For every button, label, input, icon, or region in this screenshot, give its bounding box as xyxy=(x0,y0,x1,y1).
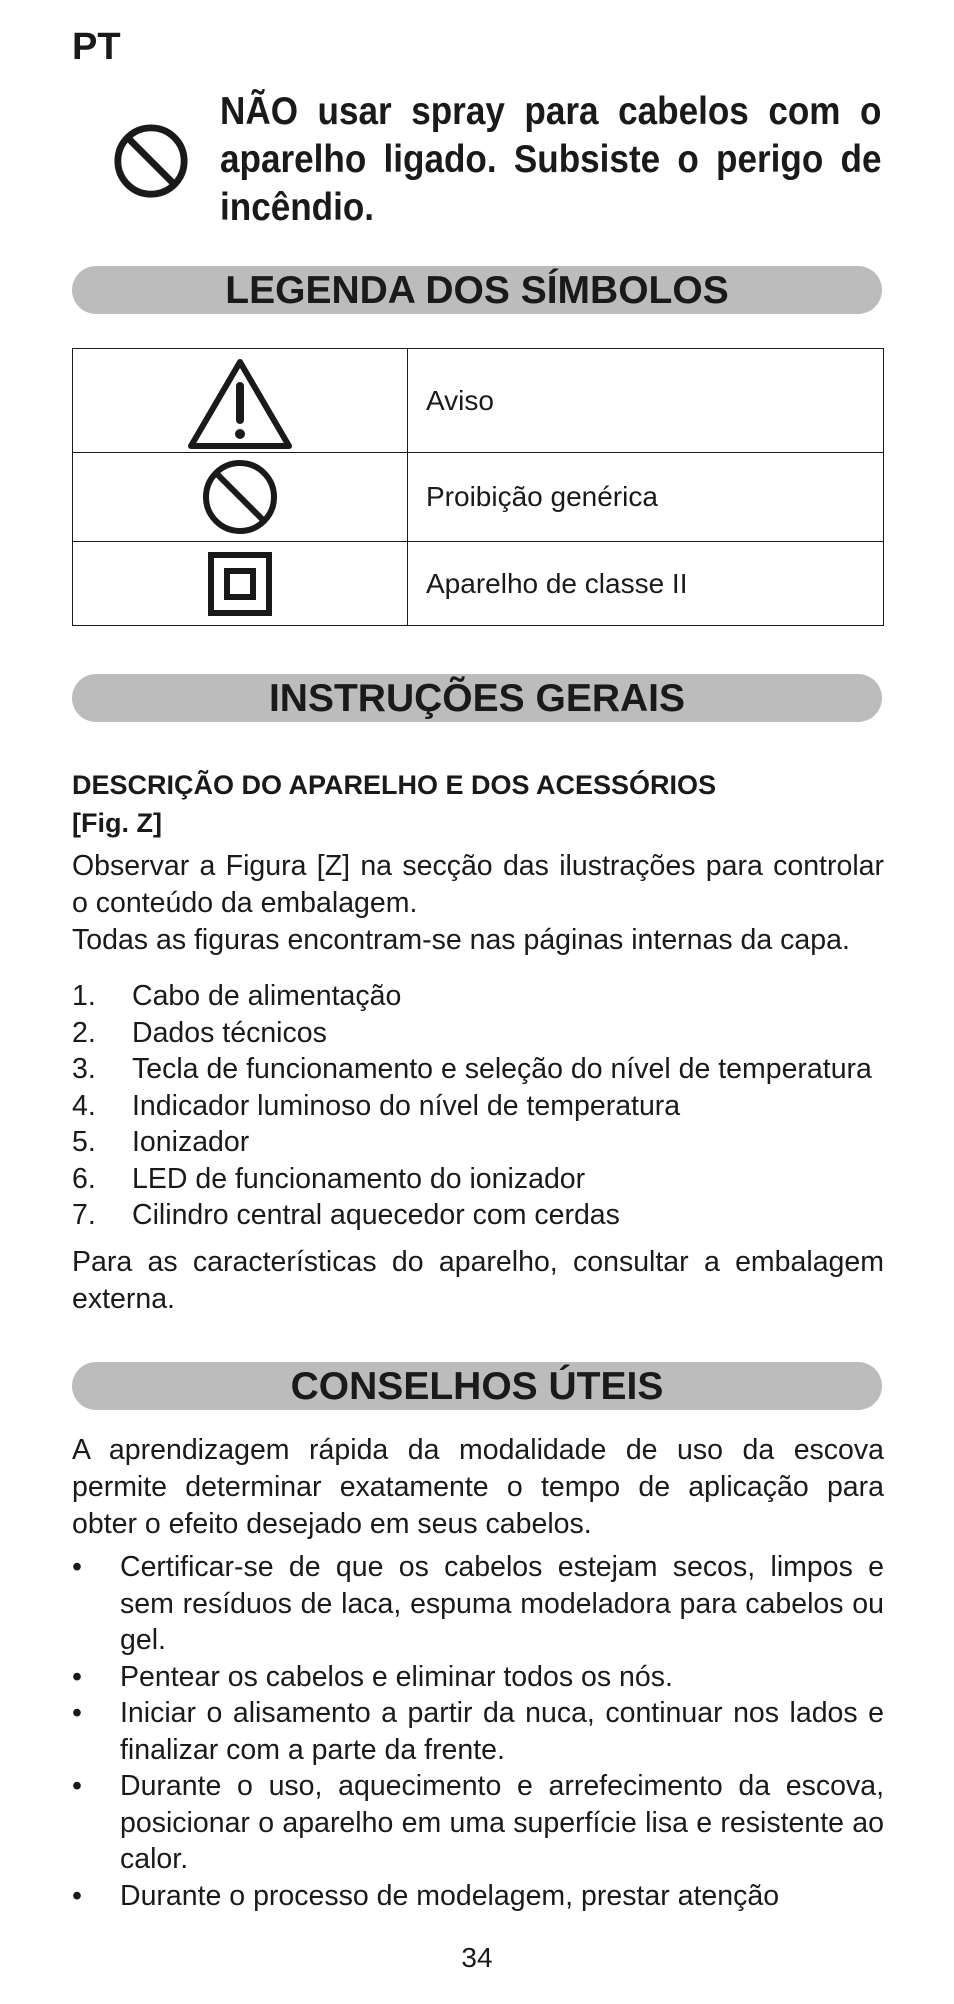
warning-triangle-icon xyxy=(185,356,295,452)
item-number: 1. xyxy=(72,980,96,1012)
item-text: Cilindro central aquecedor com cerdas xyxy=(132,1199,620,1231)
item-number: 5. xyxy=(72,1126,96,1158)
class-ii-double-square-icon xyxy=(207,551,273,617)
subheading-line-2: [Fig. Z] xyxy=(72,808,162,838)
fire-warning xyxy=(72,88,882,238)
item-text: Iniciar o alisamento a partir da nuca, continuar nos lados e finalizar com a parte da frente. xyxy=(120,1697,884,1766)
item-text: Durante o uso, aquecimento e arrefecimento da escova, posicionar o aparelho em uma superfície lisa e resistente ao calor. xyxy=(120,1770,884,1875)
list-item xyxy=(72,1549,884,1659)
bullet: • xyxy=(72,1551,82,1583)
item-number: 6. xyxy=(72,1162,96,1195)
item-text: Cabo de alimentação xyxy=(132,980,402,1012)
parts-list xyxy=(72,978,884,1234)
symbol-cell xyxy=(73,453,408,542)
page-number: 34 xyxy=(461,1942,493,1973)
list-item xyxy=(72,1695,884,1768)
section-title-legend: LEGENDA DOS SÍMBOLOS xyxy=(72,266,882,314)
item-text: Indicador luminoso do nível de temperatura xyxy=(132,1089,681,1122)
list-item xyxy=(72,1088,884,1125)
list-item xyxy=(72,1878,884,1915)
bullet: • xyxy=(72,1770,82,1802)
item-number: 4. xyxy=(72,1089,96,1122)
item-number: 3. xyxy=(72,1053,96,1085)
symbol-label: Aparelho de classe II xyxy=(408,542,884,626)
item-text: Ionizador xyxy=(132,1126,250,1158)
item-text: Durante o processo de modelagem, prestar atenção xyxy=(120,1879,780,1912)
list-item xyxy=(72,1197,884,1234)
section-title-general: INSTRUÇÕES GERAIS xyxy=(72,674,882,722)
item-text: LED de funcionamento do ionizador xyxy=(132,1162,586,1195)
item-number: 2. xyxy=(72,1016,96,1049)
list-item xyxy=(72,1015,884,1052)
language-code: PT xyxy=(72,26,121,68)
prohibition-icon xyxy=(200,457,280,537)
table-row xyxy=(73,349,884,453)
item-number: 7. xyxy=(72,1199,96,1231)
tips-intro-paragraph: A aprendizagem rápida da modalidade de uso da escova permite determinar exatamente o tempo de aplicação para obter o efeito desejado em seus cabelos. xyxy=(72,1434,884,1540)
tips-list xyxy=(72,1549,884,1914)
subheading xyxy=(72,766,716,842)
list-item xyxy=(72,1051,884,1088)
bullet: • xyxy=(72,1879,82,1912)
list-item xyxy=(72,1768,884,1878)
section-title-tips: CONSELHOS ÚTEIS xyxy=(72,1362,882,1410)
intro-paragraph: Observar a Figura [Z] na secção das ilustrações para controlar o conteúdo da embalagem. xyxy=(72,850,884,919)
list-item xyxy=(72,1124,884,1161)
list-item xyxy=(72,978,884,1015)
prohibition-icon xyxy=(112,122,190,200)
table-row xyxy=(73,542,884,626)
symbol-cell xyxy=(73,349,408,453)
symbol-label: Aviso xyxy=(408,349,884,453)
symbol-cell xyxy=(73,542,408,626)
bullet: • xyxy=(72,1660,82,1693)
subheading-line-1: DESCRIÇÃO DO APARELHO E DOS ACESSÓRIOS xyxy=(72,770,717,800)
table-row xyxy=(73,453,884,542)
intro-paragraph-2: Todas as figuras encontram-se nas páginas internas da capa. xyxy=(72,924,850,956)
item-text: Tecla de funcionamento e seleção do nível de temperatura xyxy=(132,1053,872,1085)
item-text: Pentear os cabelos e eliminar todos os nós. xyxy=(120,1660,673,1693)
symbol-label: Proibição genérica xyxy=(408,453,884,542)
fire-warning-text: NÃO usar spray para cabelos com o aparelho ligado. Subsiste o perigo de incêndio. xyxy=(220,90,882,229)
list-item xyxy=(72,1161,884,1198)
outro-paragraph: Para as características do aparelho, consultar a embalagem externa. xyxy=(72,1246,884,1315)
item-text: Dados técnicos xyxy=(132,1016,327,1049)
item-text: Certificar-se de que os cabelos estejam secos, limpos e sem resíduos de laca, espuma modeladora para cabelos ou gel. xyxy=(120,1551,884,1656)
symbols-table xyxy=(72,348,884,626)
list-item xyxy=(72,1659,884,1696)
bullet: • xyxy=(72,1697,82,1729)
